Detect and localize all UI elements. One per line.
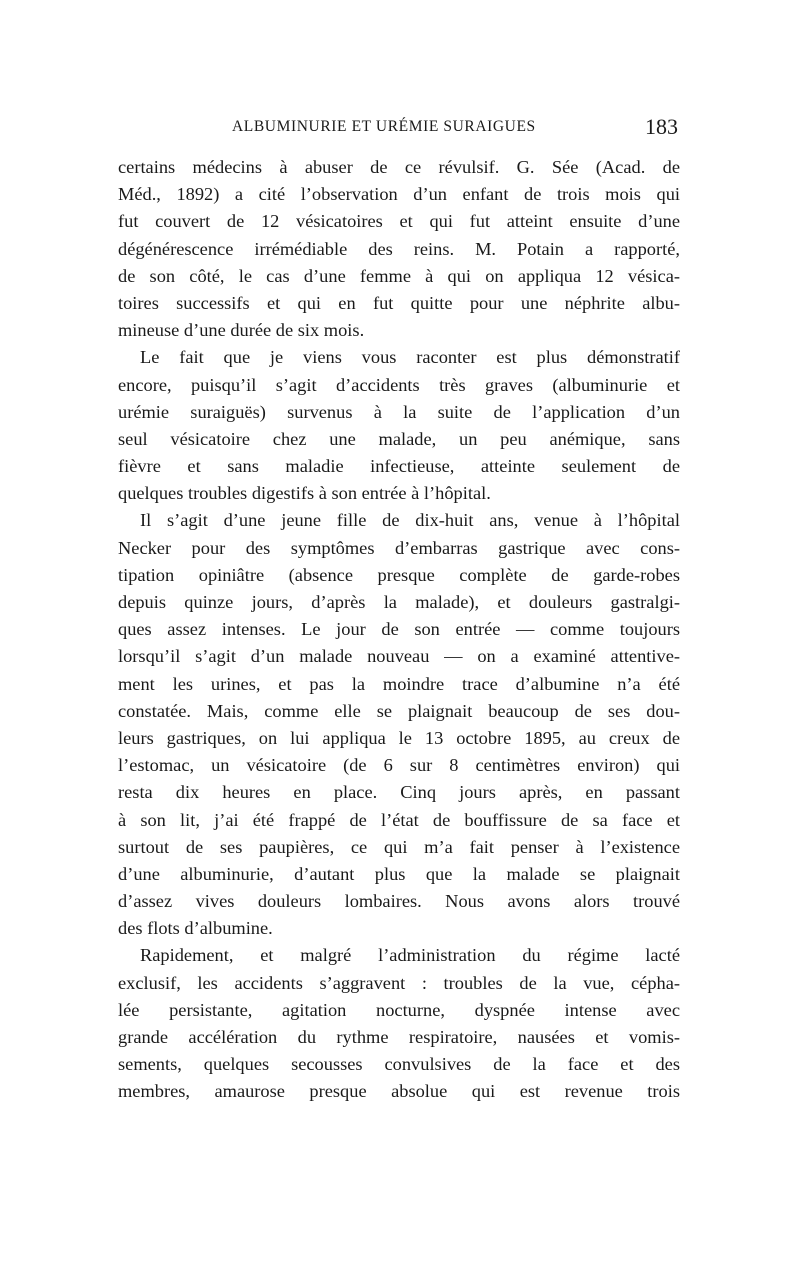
text-line: Necker pour des symptômes d’embarras gastrique avec cons- xyxy=(118,537,680,558)
text-line: constatée. Mais, comme elle se plaignait beaucoup de ses dou- xyxy=(118,700,680,721)
text-line: ques assez intenses. Le jour de son entrée — comme toujours xyxy=(118,619,680,640)
text-line: fièvre et sans maladie infectieuse, atteinte seulement de xyxy=(118,456,680,477)
text-line: membres, amaurose presque absolue qui est revenue trois xyxy=(118,1081,680,1102)
text-line: exclusif, les accidents s’aggravent : troubles de la vue, cépha- xyxy=(118,972,680,993)
text-line: lée persistante, agitation nocturne, dyspnée intense avec xyxy=(118,999,680,1020)
paragraph xyxy=(118,942,680,1105)
running-head xyxy=(118,116,682,140)
text-line: toires successifs et qui en fut quitte pour une néphrite albu- xyxy=(118,292,680,313)
text-line: encore, puisqu’il s’agit d’accidents très graves (albuminurie et xyxy=(118,374,680,395)
text-line: surtout de ses paupières, ce qui m’a fait penser à l’existence xyxy=(118,836,680,857)
body-text xyxy=(118,154,680,1106)
text-line: d’assez vives douleurs lombaires. Nous avons alors trouvé xyxy=(118,891,680,912)
text-line: dégénérescence irrémédiable des reins. M. Potain a rapporté, xyxy=(118,238,680,259)
text-line: Rapidement, et malgré l’administration du régime lacté xyxy=(140,945,680,966)
text-line: leurs gastriques, on lui appliqua le 13 octobre 1895, au creux de xyxy=(118,727,680,748)
text-line: mineuse d’une durée de six mois. xyxy=(118,320,365,341)
text-line: sements, quelques secousses convulsives de la face et des xyxy=(118,1054,680,1075)
text-line: des flots d’albumine. xyxy=(118,918,273,939)
text-line: grande accélération du rythme respiratoire, nausées et vomis- xyxy=(118,1027,680,1047)
text-line: quelques troubles digestifs à son entrée à l’hôpital. xyxy=(118,483,491,504)
text-line: lorsqu’il s’agit d’un malade nouveau — on a examiné attentive- xyxy=(118,646,680,667)
text-line: certains médecins à abuser de ce révulsif. G. Sée (Acad. de xyxy=(118,157,680,177)
text-line: fut couvert de 12 vésicatoires et qui fut atteint ensuite d’une xyxy=(118,211,680,232)
text-line: Il s’agit d’une jeune fille de dix-huit ans, venue à l’hôpital xyxy=(140,510,680,531)
text-line: de son côté, le cas d’une femme à qui on appliqua 12 vésica- xyxy=(118,265,680,286)
text-line: urémie suraiguës) survenus à la suite de l’application d’un xyxy=(118,401,680,422)
paragraph xyxy=(118,507,680,942)
text-line: d’une albuminurie, d’autant plus que la malade se plaignait xyxy=(118,863,680,884)
text-line: à son lit, j’ai été frappé de l’état de bouffissure de sa face et xyxy=(118,809,680,830)
text-line: Le fait que je viens vous raconter est plus démonstratif xyxy=(140,347,680,368)
text-line: resta dix heures en place. Cinq jours après, en passant xyxy=(118,782,680,803)
text-line: l’estomac, un vésicatoire (de 6 sur 8 centimètres environ) qui xyxy=(118,755,680,776)
text-line: ment les urines, et pas la moindre trace d’albumine n’a été xyxy=(118,673,680,694)
paragraph xyxy=(118,154,680,344)
page-number: 183 xyxy=(645,114,678,139)
text-line: seul vésicatoire chez une malade, un peu anémique, sans xyxy=(118,428,680,449)
text-line: Méd., 1892) a cité l’observation d’un enfant de trois mois qui xyxy=(118,184,680,205)
text-line: depuis quinze jours, d’après la malade), et douleurs gastralgi- xyxy=(118,592,680,612)
running-title: ALBUMINURIE ET URÉMIE SURAIGUES xyxy=(232,118,536,135)
text-line: tipation opiniâtre (absence presque complète de garde-robes xyxy=(118,564,680,585)
paragraph xyxy=(118,344,680,507)
